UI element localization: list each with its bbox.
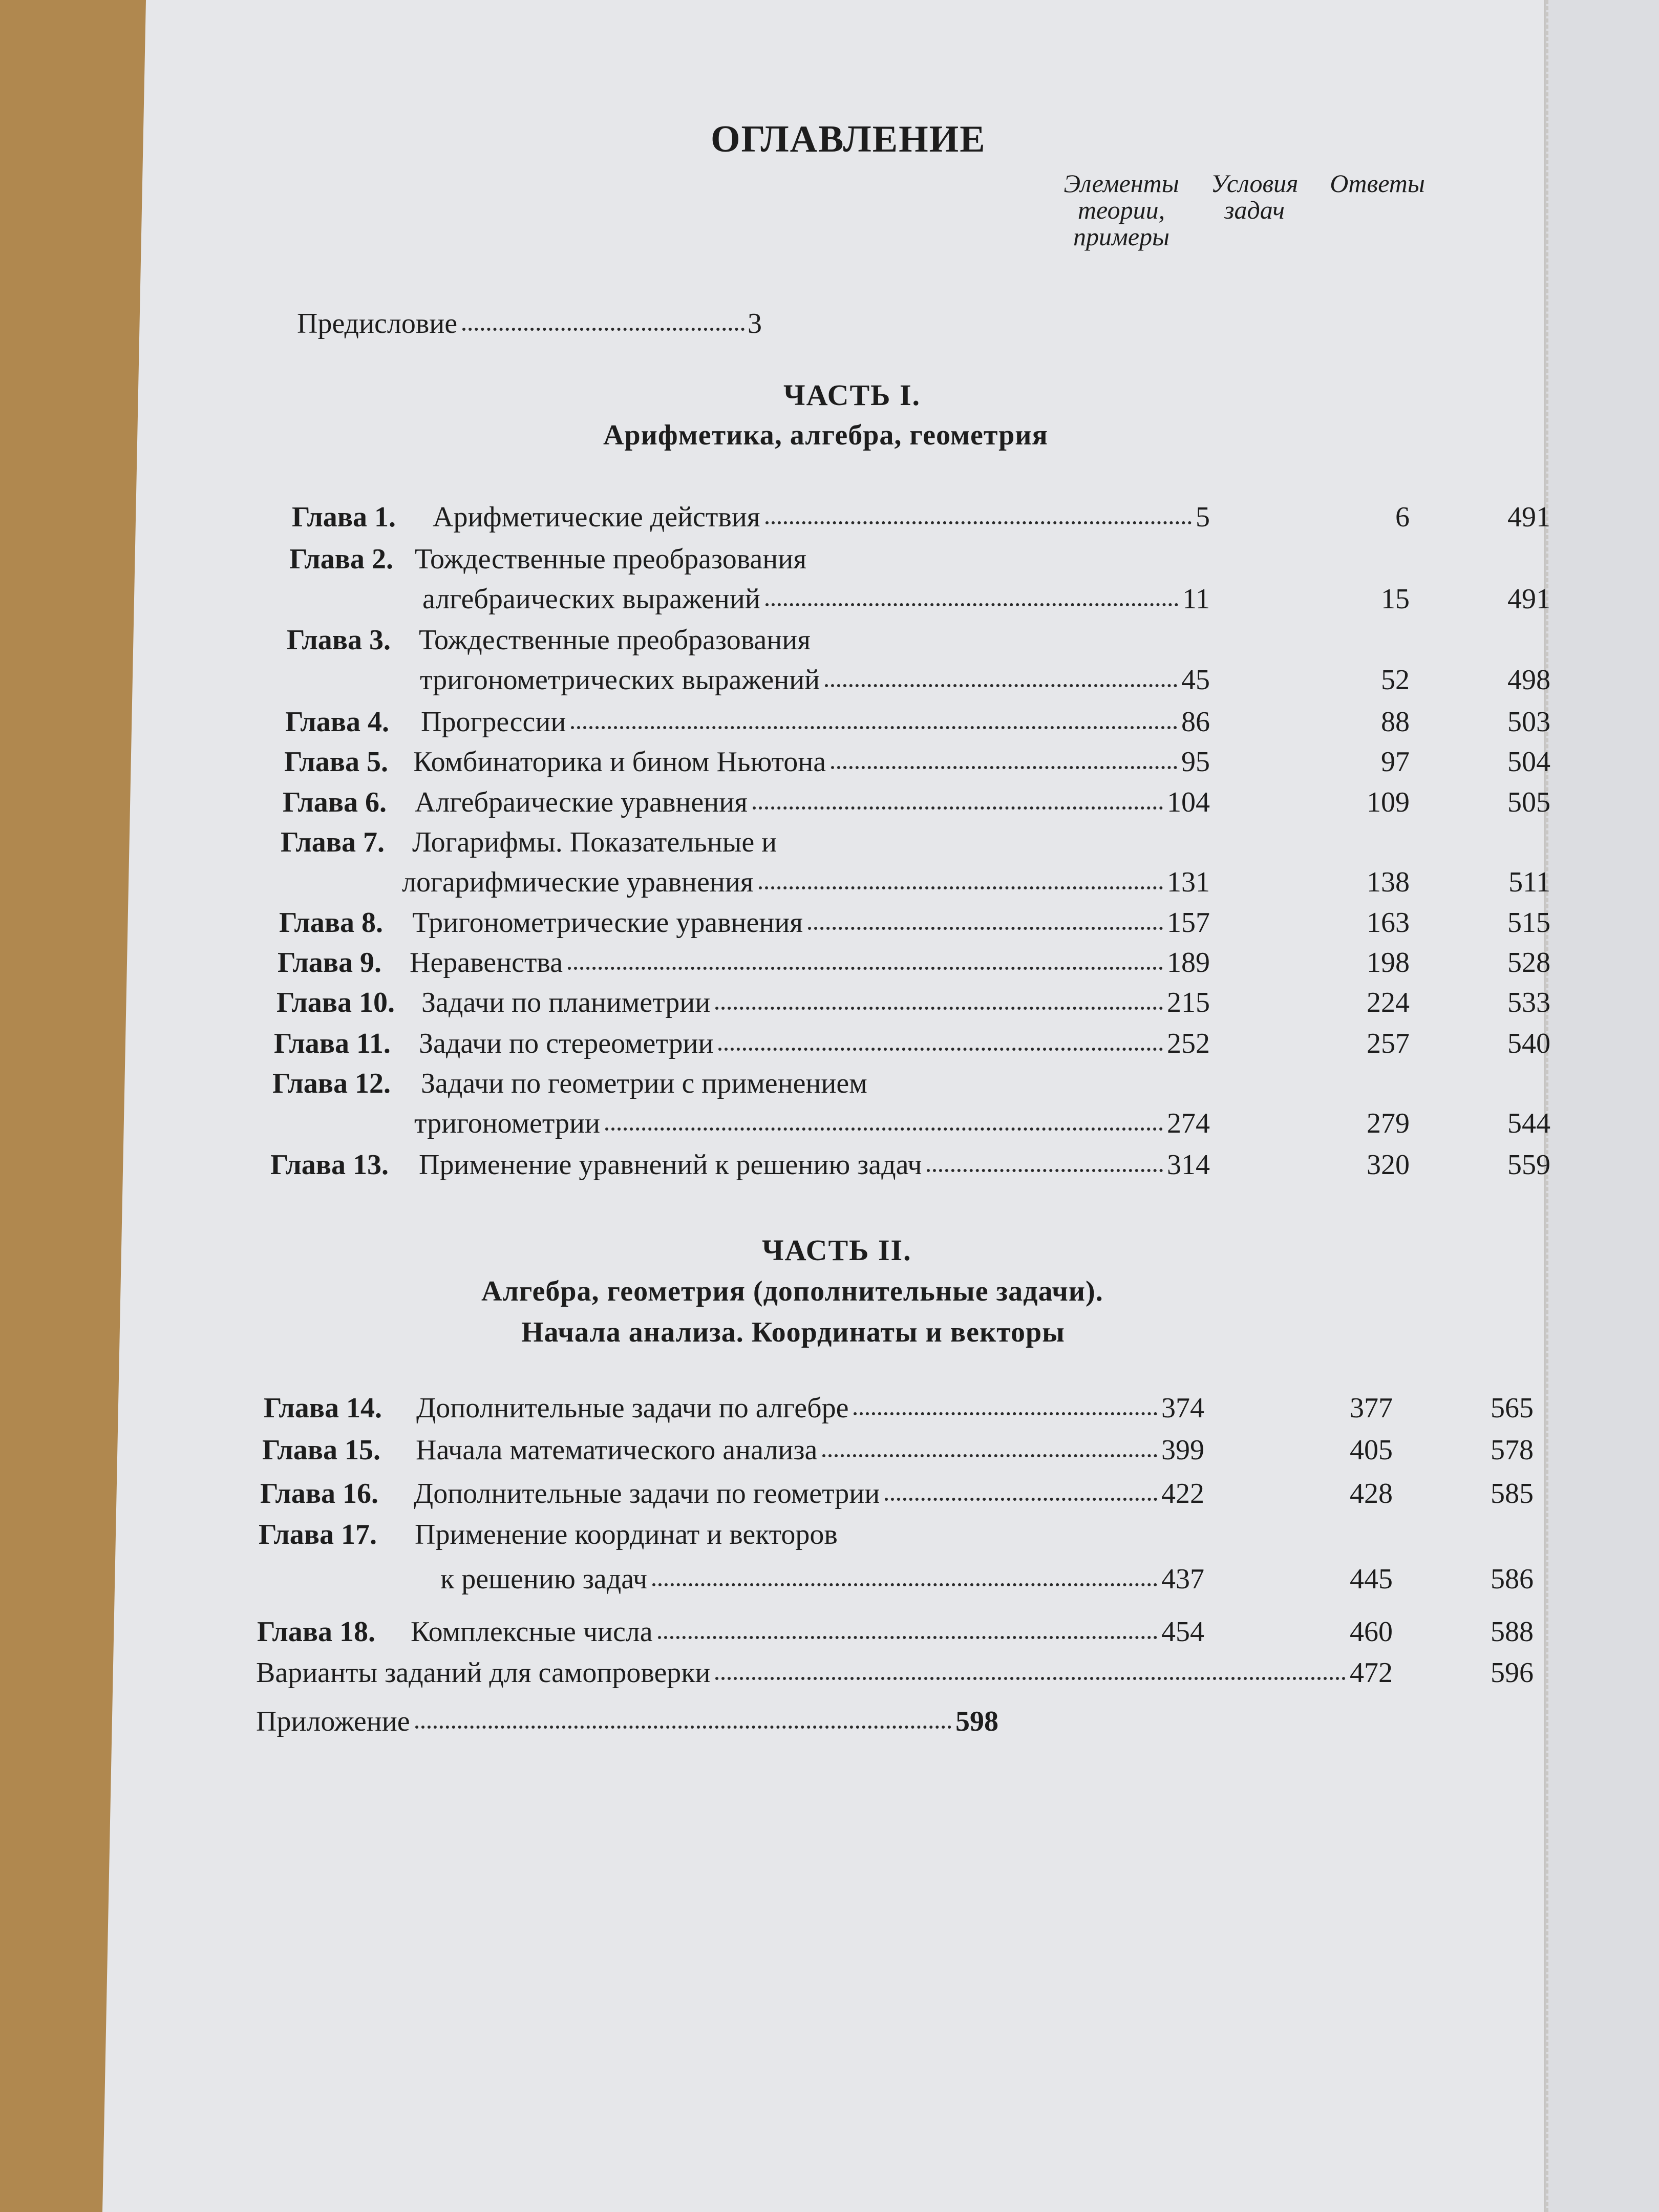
chapter-number: Глава 9. [278,947,381,979]
page-number-theory: 86 [1181,706,1210,738]
page-number-problems: 109 [1367,786,1410,818]
part-1-title: Арифметика, алгебра, геометрия [603,419,1048,451]
dot-leader [715,1007,1163,1010]
page-number-problems: 320 [1367,1149,1410,1181]
toc-row-chapter [287,624,1567,660]
page-number-answers: 533 [1507,987,1550,1018]
page-number-answers: 511 [1508,866,1550,898]
toc-row-appendix: Приложение 598 [256,1706,998,1737]
toc-row-chapter [289,583,1569,619]
dot-leader [718,1048,1163,1051]
page-number-problems: 198 [1367,947,1410,979]
page-number-answers: 505 [1507,786,1550,818]
toc-row-chapter [284,746,1564,781]
toc-row-chapter [274,1027,1554,1063]
chapter-title: к решению задач [440,1563,648,1595]
chapter-number: Глава 5. [284,746,388,778]
chapter-title: Начала математического анализа [416,1434,818,1466]
toc-row-chapter [289,543,1569,579]
page-number-theory: 437 [1161,1563,1204,1595]
chapter-title: Логарифмы. Показательные и [412,826,777,858]
toc-row-chapter [257,1615,1537,1651]
page-number-problems: 460 [1350,1616,1393,1648]
chapter-number: Глава 15. [262,1434,380,1466]
page-number-theory: 399 [1161,1434,1204,1466]
dot-leader [652,1583,1157,1586]
chapter-title: тригонометрических выражений [420,664,820,696]
chapter-title: Прогрессии [421,706,566,738]
chapter-title: Комбинаторика и бином Ньютона [413,746,826,778]
dot-leader [822,1454,1157,1457]
dot-leader [765,603,1178,606]
toc-row-chapter [260,1477,1540,1513]
chapter-number: Глава 7. [281,826,385,858]
chapter-title: Тождественные преобразования [415,543,806,575]
toc-row-preface: Предисловие 3 [297,308,762,339]
column-header-problems: Условия задач [1210,169,1299,224]
chapter-number: Глава 4. [285,706,389,738]
toc-row-chapter [283,786,1563,822]
chapter-title: Дополнительные задачи по геометрии [414,1478,880,1509]
chapter-number: Глава 8. [279,907,383,939]
chapter-title: Арифметические действия [433,501,760,533]
chapter-number: Глава 16. [260,1478,378,1509]
toc-row-chapter [264,1392,1544,1428]
page-number-problems: 377 [1350,1392,1393,1424]
dot-leader [927,1169,1163,1172]
page-number-theory: 11 [1182,583,1210,615]
dot-leader [854,1412,1157,1415]
chapter-number: Глава 12. [272,1068,391,1099]
page-number-problems: 6 [1395,501,1410,533]
toc-row-chapter [278,946,1558,982]
page-number-problems: 88 [1381,706,1410,738]
dot-leader [715,1677,1346,1680]
page-number-answers: 528 [1507,947,1550,979]
page-number-answers: 588 [1491,1616,1534,1648]
chapter-title: Неравенства [410,947,563,979]
page-number-answers: 540 [1507,1028,1550,1059]
chapter-number: Глава 14. [264,1392,382,1424]
chapter-title: логарифмические уравнения [402,866,754,898]
part-2-title-line-1: Алгебра, геометрия (дополнительные задачи). [481,1275,1103,1307]
chapter-title: Применение уравнений к решению задач [419,1149,922,1181]
toc-row-chapter [276,986,1557,1022]
page-number-answers: 503 [1507,706,1550,738]
page-number-theory: 374 [1161,1392,1204,1424]
page-number-answers: 491 [1507,501,1550,533]
page-number-theory: 314 [1167,1149,1210,1181]
page-title: ОГЛАВЛЕНИЕ [711,118,986,160]
page-number-answers: 515 [1507,907,1550,939]
page-number-problems: 15 [1381,583,1410,615]
page-number-problems: 279 [1367,1108,1410,1139]
chapter-number: Глава 11. [274,1028,391,1059]
toc-row-chapter [279,906,1559,942]
page-number-theory: 104 [1167,786,1210,818]
page-number-answers: 544 [1507,1108,1550,1139]
page-number-answers: 559 [1507,1149,1550,1181]
column-header-answers: Ответы [1330,169,1425,198]
toc-row-chapter [285,706,1565,741]
dot-leader [571,726,1177,729]
dot-leader [759,886,1163,889]
page-number-problems: 138 [1367,866,1410,898]
page-number-problems: 428 [1350,1478,1393,1509]
page-number-theory: 189 [1167,947,1210,979]
page-number-answers: 578 [1491,1434,1534,1466]
page-number-problems: 163 [1367,907,1410,939]
chapter-title: Тождественные преобразования [419,624,811,656]
page-number-theory: 215 [1167,987,1210,1018]
page-number-theory: 131 [1167,866,1210,898]
page-number-answers: 585 [1491,1478,1534,1509]
toc-row-chapter [281,866,1561,902]
toc-row-chapter [270,1148,1550,1184]
chapter-number: Глава 3. [287,624,391,656]
page-number-theory: 45 [1181,664,1210,696]
chapter-title: Задачи по планиметрии [421,987,711,1018]
toc-row-chapter [272,1107,1552,1143]
page-number-theory: 274 [1167,1108,1210,1139]
toc-row-variants: Варианты заданий для самопроверки 472 596 [256,1657,1534,1689]
page-number-problems: 52 [1381,664,1410,696]
page-number-answers: 586 [1491,1563,1534,1595]
page-number-theory: 252 [1167,1028,1210,1059]
chapter-number: Глава 2. [289,543,393,575]
dot-leader [808,927,1163,930]
page-number-answers: 491 [1507,583,1550,615]
chapter-number: Глава 10. [276,987,395,1018]
page-number-theory: 5 [1196,501,1210,533]
page-number-theory: 157 [1167,907,1210,939]
chapter-title: Применение координат и векторов [415,1519,838,1550]
part-1-number: ЧАСТЬ I. [783,378,921,412]
chapter-title: тригонометрии [414,1108,600,1139]
chapter-number: Глава 6. [283,786,387,818]
toc-row-chapter [292,501,1572,537]
page-number-answers: 498 [1507,664,1550,696]
toc-row-chapter [281,826,1561,862]
page-number-problems: 445 [1350,1563,1393,1595]
dot-leader [753,806,1163,810]
dot-leader [885,1498,1157,1501]
page-number-answers: 504 [1507,746,1550,778]
page-number-problems: 257 [1367,1028,1410,1059]
chapter-title: Алгебраические уравнения [415,786,748,818]
chapter-title: алгебраических выражений [422,583,760,615]
chapter-title: Дополнительные задачи по алгебре [416,1392,849,1424]
part-2-title-line-2: Начала анализа. Координаты и векторы [521,1316,1065,1348]
toc-row-chapter [259,1563,1539,1599]
chapter-number: Глава 17. [259,1519,377,1550]
page-number-answers: 565 [1491,1392,1534,1424]
page-number-theory: 95 [1181,746,1210,778]
chapter-title: Задачи по стереометрии [419,1028,714,1059]
toc-row-chapter [272,1067,1552,1103]
chapter-title: Тригонометрические уравнения [412,907,803,939]
page-number-problems: 405 [1350,1434,1393,1466]
toc-row-chapter [262,1434,1542,1470]
dot-leader [605,1128,1163,1131]
dot-leader [462,328,745,331]
toc-row-chapter [287,664,1567,699]
dot-leader [831,766,1177,769]
page-number-theory: 454 [1161,1616,1204,1648]
chapter-number: Глава 1. [292,501,396,533]
dot-leader [568,967,1163,970]
dot-leader [658,1636,1157,1639]
page-number-theory: 422 [1161,1478,1204,1509]
chapter-title: Задачи по геометрии с применением [421,1068,867,1099]
chapter-number: Глава 13. [270,1149,389,1181]
chapter-number: Глава 18. [257,1616,375,1648]
dot-leader [415,1726,951,1729]
toc-row-chapter [259,1518,1539,1554]
chapter-title: Комплексные числа [411,1616,653,1648]
dot-leader [825,684,1177,687]
part-2-number: ЧАСТЬ II. [762,1233,912,1267]
page-number-problems: 97 [1381,746,1410,778]
page-number-problems: 224 [1367,987,1410,1018]
column-header-theory: Элементы теории, примеры [1064,169,1179,251]
